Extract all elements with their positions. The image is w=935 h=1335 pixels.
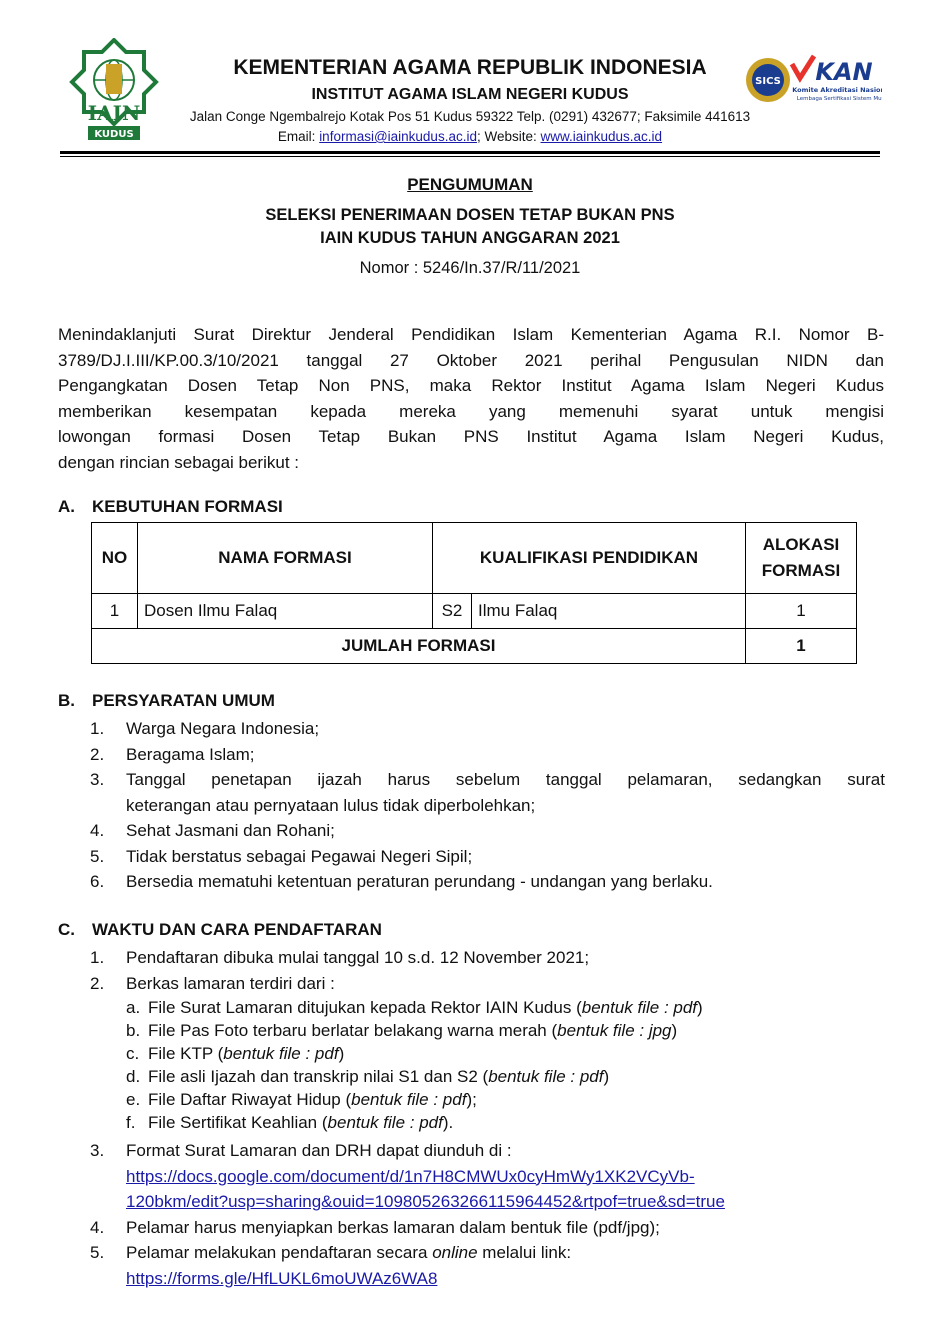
total-value: 1 [746, 629, 857, 664]
svg-text:KUDUS: KUDUS [94, 129, 134, 140]
list-item: 2. Beragama Islam; [90, 744, 255, 764]
email-link[interactable]: informasi@iainkudus.ac.id [319, 129, 477, 144]
intro-paragraph: Menindaklanjuti Surat Direktur Jenderal Pendidikan Islam Kementerian Agama R.I. Nomor B- 3789/DJ.I.III/KP.00.3/10/2021 tanggal 27 Oktober 2021 perihal Pengusulan NIDN dan Pengangkatan Dosen Tetap Non PNS, maka Rektor Institut Agama Islam Negeri Kudus memberikan kesempatan kepada mereka yang memenuhi syarat untuk mengisi lowongan formasi Dosen Tetap Bukan PNS Institut Agama Islam Negeri Kudus, dengan rincian sebagai berikut : [58, 325, 884, 472]
subtitle-line2: IAIN KUDUS TAHUN ANGGARAN 2021 [320, 229, 620, 247]
list-item: 4. Sehat Jasmani dan Rohani; [90, 821, 335, 840]
registration-form-link[interactable]: https://forms.gle/HfLUKL6moUWAz6WA8 [126, 1268, 438, 1288]
sub-item: e. File Daftar Riwayat Hidup (bentuk file : pdf); [126, 1090, 477, 1109]
cell-no: 1 [92, 594, 138, 629]
section-b-heading: B. PERSYARATAN UMUM [58, 691, 275, 710]
registration-list [90, 945, 885, 1291]
svg-text:IAIN: IAIN [87, 101, 141, 125]
subtitle-line1: SELEKSI PENERIMAAN DOSEN TETAP BUKAN PNS [265, 206, 675, 224]
col-no: NO [92, 523, 138, 594]
col-kualifikasi: KUALIFIKASI PENDIDIKAN [433, 523, 746, 594]
list-item: 4. Pelamar harus menyiapkan berkas lamaran dalam bentuk file (pdf/jpg); [90, 1217, 660, 1237]
cell-alokasi: 1 [746, 594, 857, 629]
section-a-heading: A. KEBUTUHAN FORMASI [58, 497, 283, 516]
list-item: 3. Tanggal penetapan ijazah harus sebelum tanggal pelamaran, sedangkan surat keterangan atau pernyataan lulus tidak diperbolehkan; [90, 770, 885, 815]
formation-table [91, 522, 857, 664]
list-item: 5. Tidak berstatus sebagai Pegawai Negeri Sipil; [90, 846, 473, 866]
contact-line: Email: informasi@iainkudus.ac.id; Website: www.iainkudus.ac.id [277, 129, 663, 144]
requirements-list [90, 716, 885, 895]
list-item: 6. Bersedia mematuhi ketentuan peraturan perundang - undangan yang berlaku. [90, 872, 713, 891]
sub-item: d. File asli Ijazah dan transkrip nilai S1 dan S2 (bentuk file : pdf) [126, 1067, 610, 1086]
form-template-link[interactable]: https://docs.google.com/document/d/1n7H8CMWUx0cyHmWy1XK2VCyVb- [126, 1166, 695, 1186]
header-rule-thin [60, 156, 880, 157]
file-sublist [126, 996, 885, 1134]
document-number: Nomor : 5246/In.37/R/11/2021 [359, 259, 581, 277]
table-row [92, 594, 857, 629]
institute-address: Jalan Conge Ngembalrejo Kotak Pos 51 Kudus 59322 Telp. (0291) 432677; Faksimile 441613 [189, 109, 751, 124]
iain-kudus-logo [66, 38, 162, 142]
cell-nama: Dosen Ilmu Falaq [138, 594, 433, 629]
col-alokasi: ALOKASI FORMASI [746, 523, 857, 594]
list-item: 2. Berkas lamaran terdiri dari : a. File Surat Lamaran ditujukan kepada Rektor IAIN Kudus (bentuk file : pdf) b. File Pas Foto terbaru berlatar belakang warna merah (bentuk file : jpg) c. File KTP (bentuk file : pdf) d. File asli Ijazah dan transkrip nilai S1 dan S2 (bentuk file : pdf) e. File Daftar Riwayat Hidup (bentuk file : pdf); f. File Sertifikat Keahlian (bentuk file : pdf). [90, 971, 885, 1135]
form-template-link-cont[interactable]: 120bkm/edit?usp=sharing&ouid=109805263266115964452&rtpof=true&sd=true [126, 1192, 725, 1211]
list-item: 5. Pelamar melakukan pendaftaran secara online melalui link: https://forms.gle/HfLUKL6moUWAz6WA8 [90, 1243, 572, 1288]
svg-text:Lembaga Sertifikasi Sistem Mut: Lembaga Sertifikasi Sistem Mutu [796, 96, 882, 102]
svg-text:KAN: KAN [815, 58, 873, 86]
list-item: 1. Warga Negara Indonesia; [90, 719, 320, 738]
ministry-name: KEMENTERIAN AGAMA REPUBLIK INDONESIA [233, 56, 707, 79]
table-total-row [92, 629, 857, 664]
table-header-row [92, 523, 857, 594]
section-c-heading: C. WAKTU DAN CARA PENDAFTARAN [58, 920, 382, 939]
list-item: 1. Pendaftaran dibuka mulai tanggal 10 s.d. 12 November 2021; [90, 948, 590, 967]
sub-item: c. File KTP (bentuk file : pdf) [126, 1044, 345, 1063]
svg-text:Komite Akreditasi Nasional: Komite Akreditasi Nasional [792, 86, 882, 94]
cell-bidang: Ilmu Falaq [472, 594, 746, 629]
cell-jenjang: S2 [433, 594, 472, 629]
header-rule-thick [60, 151, 880, 154]
list-item: 3. Format Surat Lamaran dan DRH dapat diunduh di : https://docs.google.com/document/d/1n7H8CMWUx0cyHmWy1XK2VCyVb- 120bkm/edit?usp=sharing&ouid=109805263266115964452&rtpof=true&sd=true [90, 1141, 725, 1211]
page-title: PENGUMUMAN [407, 175, 533, 194]
col-nama: NAMA FORMASI [138, 523, 433, 594]
total-label: JUMLAH FORMASI [92, 629, 746, 664]
sub-item: b. File Pas Foto terbaru berlatar belakang warna merah (bentuk file : jpg) [126, 1021, 678, 1040]
institute-name: INSTITUT AGAMA ISLAM NEGERI KUDUS [311, 86, 629, 103]
website-link[interactable]: www.iainkudus.ac.id [540, 129, 663, 144]
sub-item: f. File Sertifikat Keahlian (bentuk file : pdf). [126, 1113, 454, 1132]
sub-item: a. File Surat Lamaran ditujukan kepada Rektor IAIN Kudus (bentuk file : pdf) [126, 998, 703, 1017]
svg-text:SICS: SICS [755, 76, 781, 87]
